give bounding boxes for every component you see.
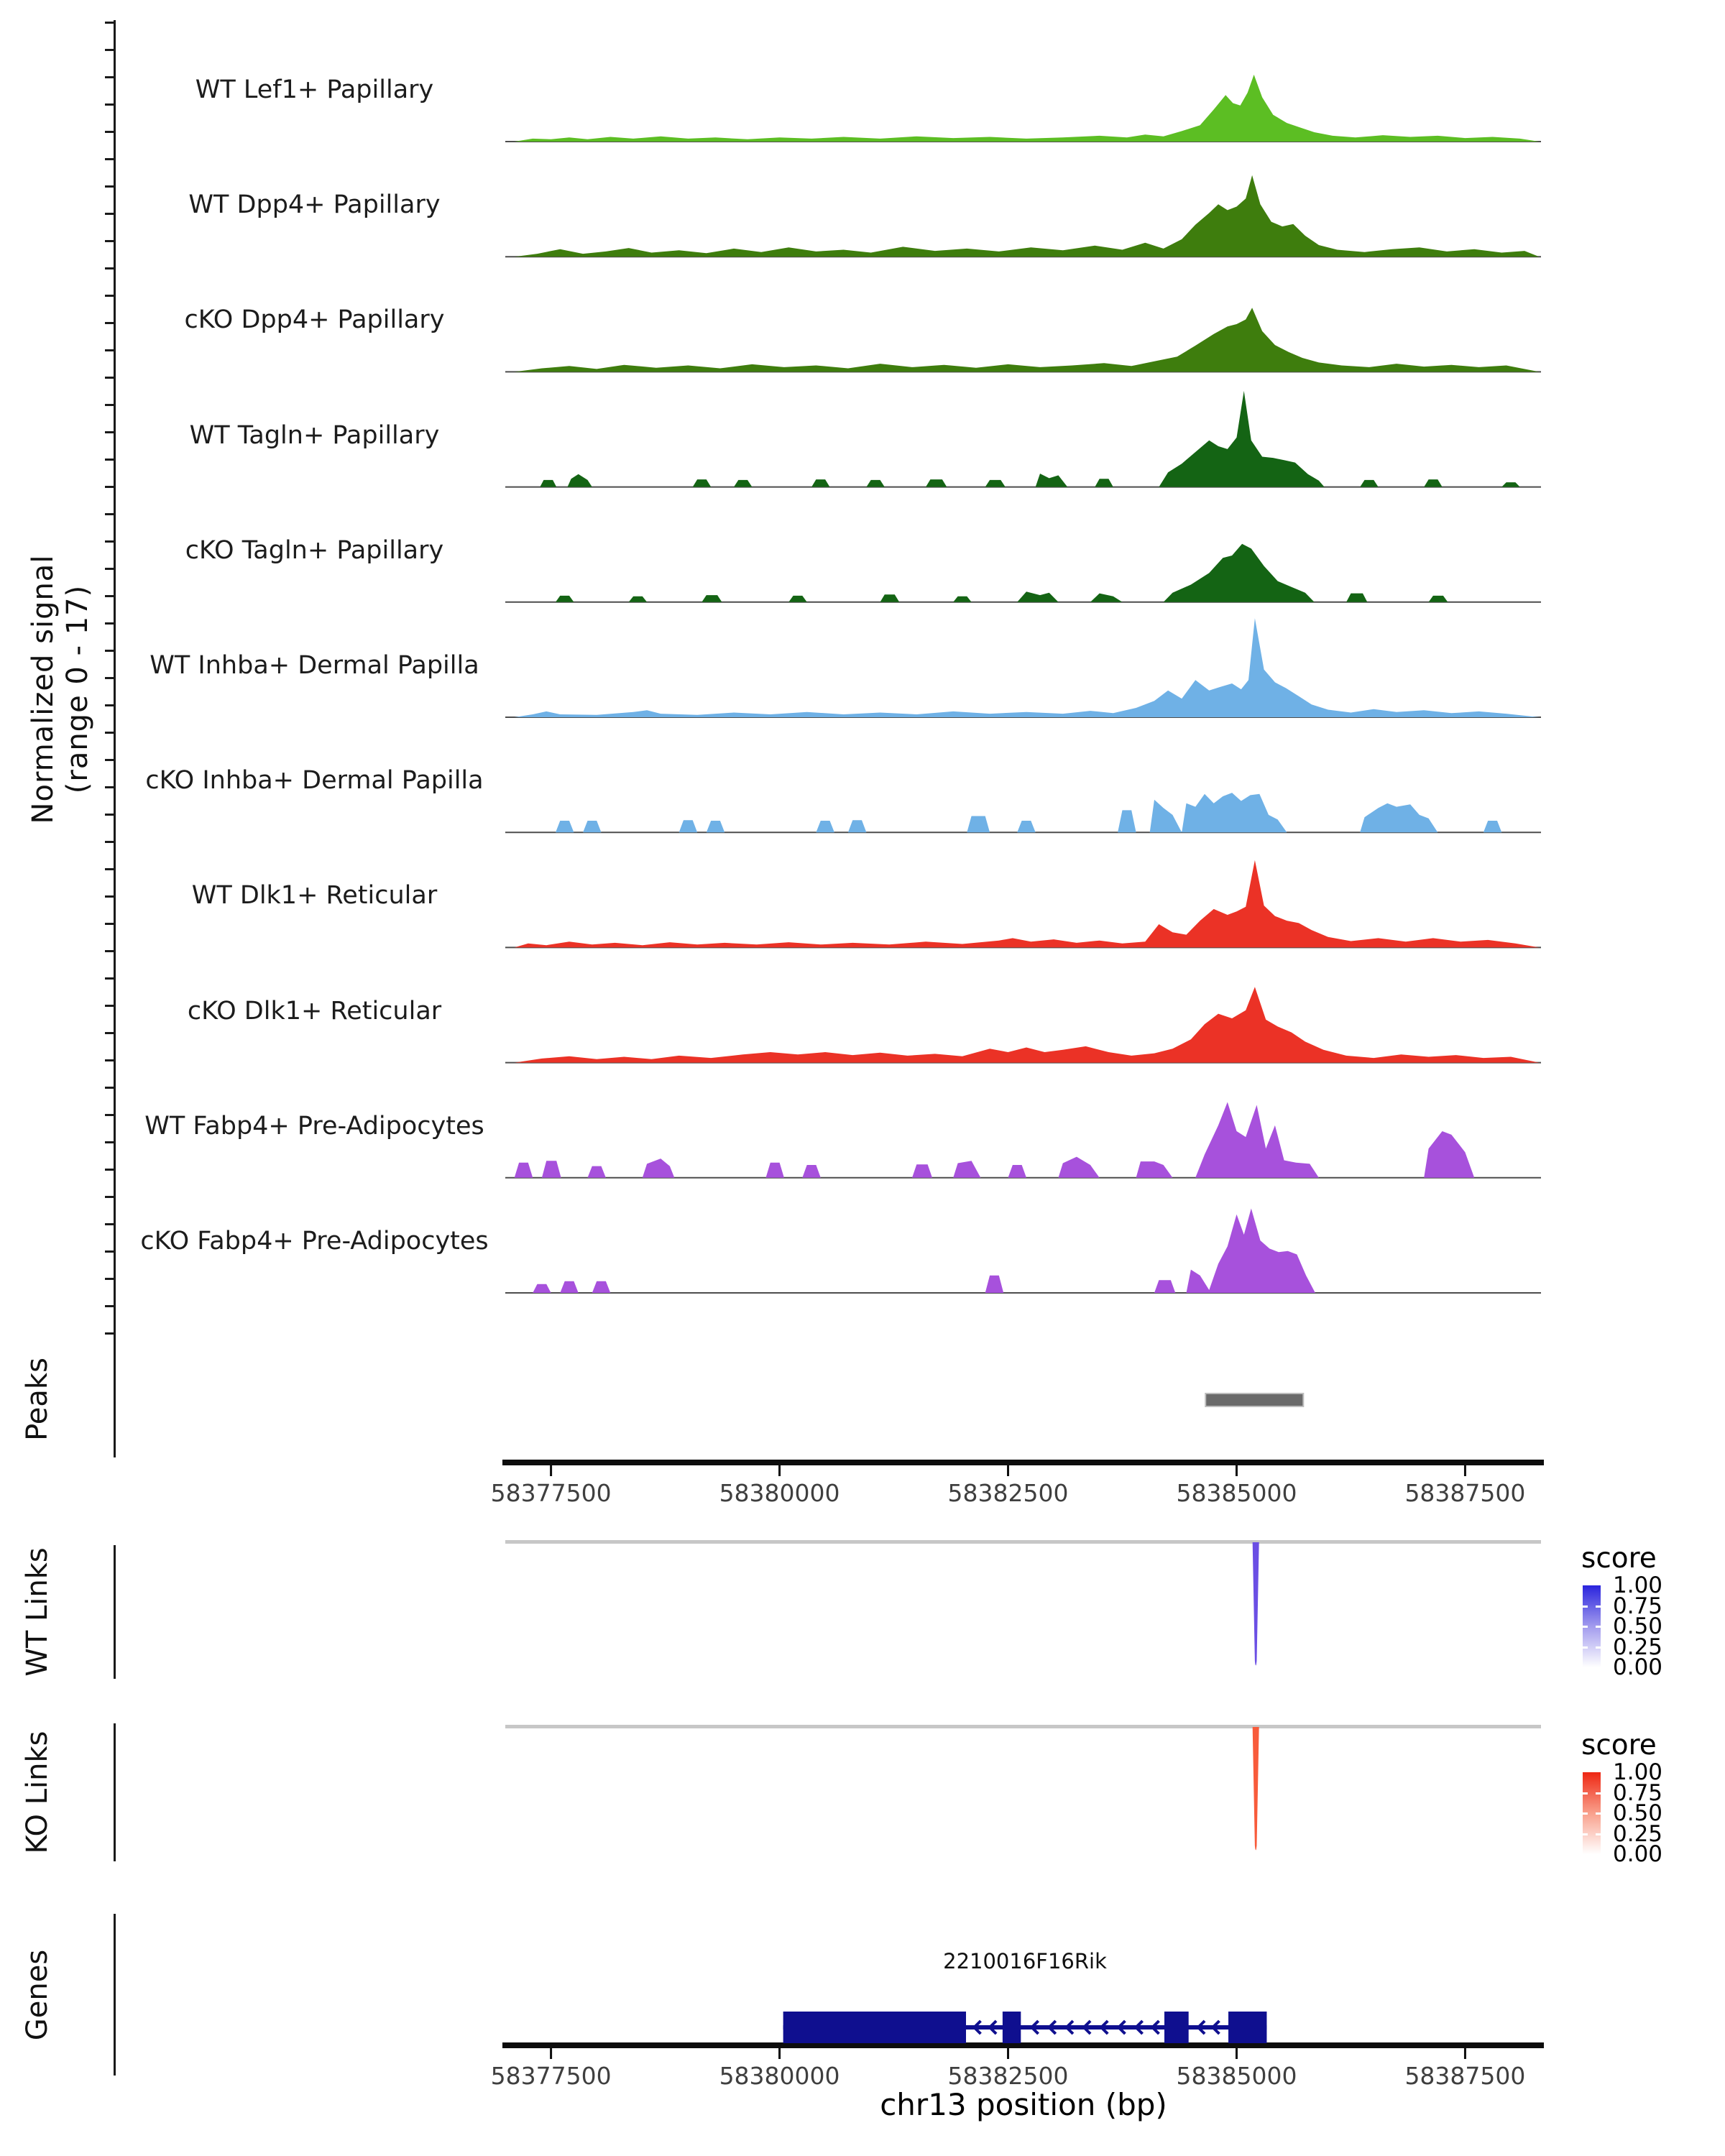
peaks-section-label: Peaks (21, 1358, 54, 1441)
signal-area (515, 308, 1540, 372)
track-label: WT Tagln+ Papillary (189, 420, 440, 450)
genome-ruler (502, 1460, 1544, 1465)
links-baseline (505, 1540, 1541, 1544)
y-axis-title-line2: (range 0 - 17) (61, 584, 94, 794)
genes-bracket (114, 1914, 116, 2076)
ruler-tick-label: 58382500 (947, 1479, 1069, 1507)
ko-score-legend (1578, 1729, 1722, 1902)
legend-notch (1596, 1812, 1601, 1815)
legend-notch (1583, 1606, 1588, 1608)
ruler-tick-label: 58380000 (719, 2062, 840, 2090)
wt-score-tick: 0.25 (1613, 1634, 1663, 1660)
ruler-tick (1007, 1465, 1009, 1476)
ruler-tick (1007, 2048, 1009, 2059)
legend-notch (1583, 1626, 1588, 1628)
signal-area (515, 175, 1540, 257)
links-baseline (505, 1725, 1541, 1728)
signal-area (515, 1209, 1540, 1294)
ruler-tick-label: 58387500 (1404, 2062, 1526, 2090)
peak-bar (1205, 1393, 1303, 1406)
wt-score-tick: 0.50 (1613, 1613, 1663, 1639)
ruler-tick (778, 1465, 781, 1476)
track-label: WT Inhba+ Dermal Papilla (150, 651, 479, 680)
link-spike (1253, 1542, 1259, 1666)
ko-score-gradient-bar (1583, 1772, 1601, 1854)
track-label: cKO Inhba+ Dermal Papilla (145, 766, 484, 796)
ruler-tick (1464, 2048, 1466, 2059)
ruler-tick-label: 58377500 (490, 2062, 612, 2090)
legend-notch (1596, 1792, 1601, 1795)
track-label: WT Dpp4+ Papillary (188, 190, 441, 220)
ko-score-tick: 1.00 (1613, 1759, 1663, 1785)
ruler-tick (1236, 2048, 1238, 2059)
legend-notch (1583, 1833, 1588, 1835)
wt-score-legend-labels (1613, 1572, 1663, 1680)
ruler-tick-label: 58380000 (719, 1479, 840, 1507)
wt-links-bracket (114, 1545, 116, 1679)
track-label: cKO Fabp4+ Pre-Adipocytes (140, 1227, 489, 1256)
ruler-tick (1464, 1465, 1466, 1476)
ko-score-legend-title: score (1581, 1729, 1657, 1761)
y-axis-ticks (105, 22, 114, 1357)
signal-area (515, 391, 1540, 487)
ruler-tick-label: 58385000 (1176, 1479, 1297, 1507)
genome-ruler (502, 2042, 1544, 2048)
y-axis-title-line1: Normalized signal (27, 554, 60, 824)
gene-name-label: 2210016F16Rik (943, 1949, 1107, 1973)
ko-score-tick: 0.75 (1613, 1779, 1663, 1806)
peaks-bracket (114, 1341, 116, 1457)
ruler-tick (550, 1465, 552, 1476)
signal-area (515, 618, 1540, 717)
legend-notch (1583, 1646, 1588, 1649)
signal-area (515, 544, 1540, 602)
y-axis-line (114, 20, 116, 1358)
ruler-tick-label: 58382500 (947, 2062, 1069, 2090)
gene-exon (783, 2012, 966, 2043)
ko-links-section-label: KO Links (21, 1731, 54, 1854)
legend-notch (1596, 1606, 1601, 1608)
legend-notch (1583, 1792, 1588, 1795)
signal-area (515, 1102, 1540, 1178)
link-spike (1253, 1727, 1259, 1851)
ruler-tick-label: 58377500 (490, 1479, 612, 1507)
legend-notch (1596, 1646, 1601, 1649)
track-label: cKO Dpp4+ Papillary (184, 305, 445, 335)
signal-area (515, 75, 1540, 142)
wt-score-tick: 0.00 (1613, 1654, 1663, 1680)
wt-score-tick: 0.75 (1613, 1593, 1663, 1619)
ko-score-tick: 0.25 (1613, 1820, 1663, 1847)
ruler-tick-label: 58385000 (1176, 2062, 1297, 2090)
wt-score-gradient-bar (1583, 1585, 1601, 1667)
genes-section-label: Genes (21, 1949, 54, 2041)
x-axis-label: chr13 position (bp) (880, 2087, 1167, 2122)
track-label: WT Fabp4+ Pre-Adipocytes (144, 1111, 484, 1141)
ruler-tick (1236, 1465, 1238, 1476)
wt-links-section-label: WT Links (21, 1547, 54, 1677)
signal-area (515, 793, 1540, 832)
ko-score-legend-labels (1613, 1759, 1663, 1867)
ruler-tick (778, 2048, 781, 2059)
ruler-tick (550, 2048, 552, 2059)
ko-score-tick: 0.00 (1613, 1841, 1663, 1867)
signal-area (515, 987, 1540, 1062)
wt-score-legend-title: score (1581, 1542, 1657, 1575)
legend-notch (1596, 1626, 1601, 1628)
gene-exon (1164, 2012, 1189, 2043)
ko-links-bracket (114, 1723, 116, 1861)
track-label: cKO Tagln+ Papillary (185, 535, 444, 565)
signal-area (515, 860, 1540, 948)
wt-score-tick: 1.00 (1613, 1572, 1663, 1598)
track-label: WT Dlk1+ Reticular (191, 881, 438, 911)
gene-exon (1228, 2012, 1266, 2043)
gene-exon (1003, 2012, 1021, 2043)
legend-notch (1583, 1812, 1588, 1815)
ruler-tick-label: 58387500 (1404, 1479, 1526, 1507)
track-label: WT Lef1+ Papillary (195, 75, 434, 104)
wt-score-legend (1578, 1542, 1722, 1715)
legend-notch (1596, 1833, 1601, 1835)
ko-score-tick: 0.50 (1613, 1800, 1663, 1826)
track-label: cKO Dlk1+ Reticular (187, 996, 442, 1026)
